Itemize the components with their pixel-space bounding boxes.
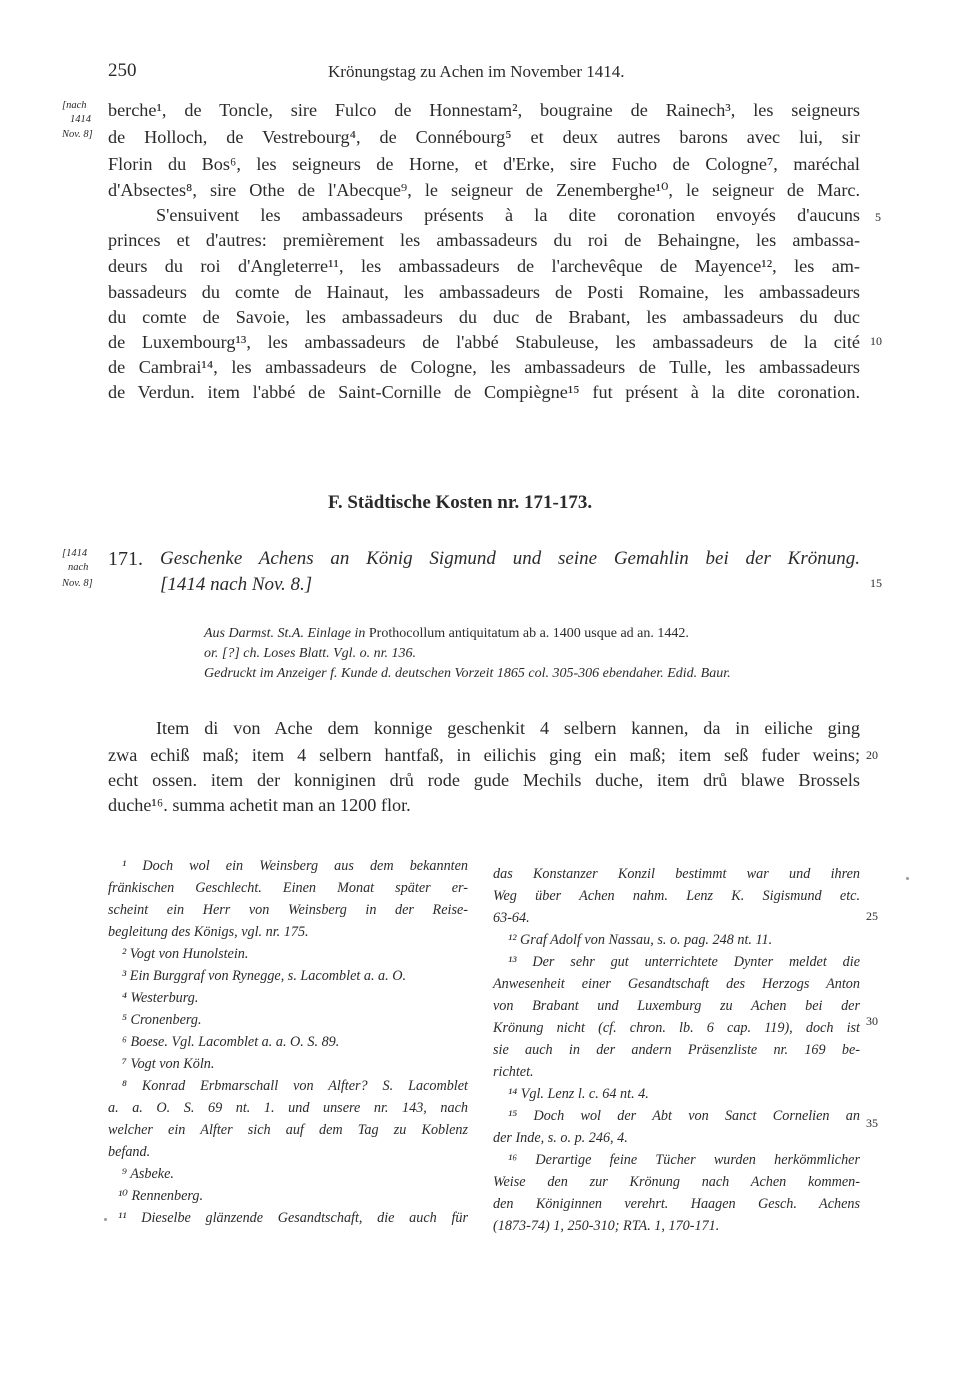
line-number: 30 [866, 1014, 878, 1028]
footnote-line: ¹⁰ Rennenberg. [118, 1188, 204, 1204]
text-line: echt ossen. item der konniginen drů rode gude Mechils duche, item drů blawe Brossels [108, 770, 860, 790]
footnote-line: 63-64. [493, 910, 530, 926]
footnote-line: Weise den zur Krönung nach Achen kommen- [493, 1174, 860, 1190]
footnote-line: Weg über Achen nahm. Lenz K. Sigismund etc. [493, 888, 860, 904]
footnote-line: ¹⁵ Doch wol der Abt von Sanct Cornelien an [508, 1108, 860, 1124]
footnote-line: ⁵ Cronenberg. [122, 1012, 202, 1028]
footnote-line: das Konstanzer Konzil bestimmt war und ihren [493, 866, 860, 882]
footnote-line: ¹ Doch wol ein Weinsberg aus dem bekannten [122, 858, 468, 874]
footnote-line: ⁹ Asbeke. [122, 1166, 174, 1182]
footnote-line: ¹³ Der sehr gut unterrichtete Dynter meldet die [508, 954, 860, 970]
text-line: de Luxembourg¹³, les ambassadeurs de l'abbé Stabuleuse, les ambassadeurs de la cité [108, 332, 860, 352]
running-title: Krönungstag zu Achen im November 1414. [328, 62, 625, 81]
text-line: princes et d'autres: premièrement les ambassadeurs du roi de Behaingne, les ambassa- [108, 230, 860, 250]
source-line-1: Aus Darmst. St.A. Einlage in Prothocollum antiquitatum ab a. 1400 usque ad an. 1442. [204, 626, 689, 641]
footnote-line: begleitung des Königs, vgl. nr. 175. [108, 924, 309, 940]
footnote-line: ¹² Graf Adolf von Nassau, s. o. pag. 248 nt. 11. [508, 932, 773, 948]
margin-note-top-2: 1414 [70, 114, 91, 125]
text-line: deurs du roi d'Angleterre¹¹, les ambassadeurs de l'archevêque de Mayence¹², les am- [108, 256, 860, 276]
document-number: 171. [108, 548, 143, 570]
footnote-line: ¹⁶ Derartige feine Tücher wurden herkömmlicher [508, 1152, 860, 1168]
footnote-line: fränkischen Geschlecht. Einen Monat später er- [108, 880, 468, 896]
text-line: bassadeurs du comte de Hainaut, les ambassadeurs de Posti Romaine, les ambassadeurs [108, 282, 860, 302]
text-line: S'ensuivent les ambassadeurs présents à la dite coronation envoyés d'aucuns [156, 205, 860, 225]
footnote-line: der Inde, s. o. p. 246, 4. [493, 1130, 628, 1146]
footnote-line: richtet. [493, 1064, 534, 1080]
section-heading: F. Städtische Kosten nr. 171-173. [328, 492, 593, 513]
margin-note-top-1: [nach [62, 100, 87, 111]
page-number: 250 [108, 60, 137, 81]
footnote-line: a. a. O. S. 69 nt. 1. und unsere nr. 143, nach [108, 1100, 468, 1116]
footnote-line: von Brabant und Luxemburg zu Achen bei der [493, 998, 860, 1014]
footnote-line: (1873-74) 1, 250-310; RTA. 1, 170-171. [493, 1218, 720, 1234]
margin-note-171-3: Nov. 8] [62, 578, 93, 589]
margin-note-171-1: [1414 [62, 548, 88, 559]
footnote-line: Krönung nicht (cf. chron. lb. 6 cap. 119), doch ist [493, 1020, 860, 1036]
footnote-line: ⁶ Boese. Vgl. Lacomblet a. a. O. S. 89. [122, 1034, 340, 1050]
footnote-line: befand. [108, 1144, 151, 1160]
footnote-line: scheint ein Herr von Weinsberg in der Reise- [108, 902, 468, 918]
scan-speck [906, 877, 909, 880]
footnote-line: ¹⁴ Vgl. Lenz l. c. 64 nt. 4. [508, 1086, 649, 1102]
source-line-2: or. [?] ch. Loses Blatt. Vgl. o. nr. 136. [204, 646, 416, 661]
text-line: Florin du Bos⁶, les seigneurs de Horne, et d'Erke, sire Fucho de Cologne⁷, maréchal [108, 154, 860, 174]
text-line: du comte de Savoie, les ambassadeurs du duc de Brabant, les ambassadeurs du duc [108, 307, 860, 327]
footnote-line: ⁷ Vogt von Köln. [122, 1056, 215, 1072]
footnote-line: ³ Ein Burggraf von Rynegge, s. Lacomblet a. a. O. [122, 968, 407, 984]
footnote-line: den Königinnen verehrt. Haagen Gesch. Achens [493, 1196, 860, 1212]
text-line: duche¹⁶. summa achetit man an 1200 flor. [108, 795, 411, 815]
line-number: 15 [870, 576, 882, 590]
footnote-line: ⁴ Westerburg. [122, 990, 199, 1006]
margin-note-171-2: nach [68, 562, 89, 573]
line-number: 5 [875, 210, 881, 224]
footnote-line: welcher ein Alfter sich auf dem Tag zu Koblenz [108, 1122, 468, 1138]
line-number: 10 [870, 334, 882, 348]
line-number: 25 [866, 909, 878, 923]
text-line: berche¹, de Toncle, sire Fulco de Honnestam², bougraine de Rainech³, les seigneurs [108, 100, 860, 120]
document-title: Geschenke Achens an König Sigmund und seine Gemahlin bei der Krönung. [160, 548, 860, 569]
footnote-line: Anwesenheit einer Gesandtschaft des Herzogs Anton [493, 976, 860, 992]
margin-note-top-3: Nov. 8] [62, 129, 93, 140]
line-number: 20 [866, 748, 878, 762]
source-line-3: Gedruckt im Anzeiger f. Kunde d. deutschen Vorzeit 1865 col. 305-306 ebendaher. Edid. Baur. [204, 666, 731, 681]
text-line: zwa echiß maß; item 4 selbern hantfaß, in eilichis ging ein maß; item seß fuder weins; [108, 745, 860, 765]
document-date: [1414 nach Nov. 8.] [160, 574, 313, 595]
text-line: de Verdun. item l'abbé de Saint-Cornille de Compiègne¹⁵ fut présent à la dite coronation. [108, 382, 860, 402]
footnote-line: sie auch in der andern Präsenzliste nr. 169 be- [493, 1042, 860, 1058]
footnote-line: ² Vogt von Hunolstein. [122, 946, 249, 962]
footnote-line: ¹¹ Dieselbe glänzende Gesandtschaft, die auch für [118, 1210, 468, 1226]
text-line: d'Absectes⁸, sire Othe de l'Abecque⁹, le seigneur de Zenemberghe¹⁰, le seigneur de Marc. [108, 180, 860, 200]
text-line: de Holloch, de Vestrebourg⁴, de Connébourg⁵ et deux autres barons avec lui, sir [108, 127, 860, 147]
text-line: Item di von Ache dem konnige geschenkit 4 selbern kannen, da in eiliche ging [156, 718, 860, 738]
scan-speck [104, 1218, 107, 1221]
line-number: 35 [866, 1116, 878, 1130]
text-line: de Cambrai¹⁴, les ambassadeurs de Cologne, les ambassadeurs de Tulle, les ambassadeurs [108, 357, 860, 377]
footnote-line: ⁸ Konrad Erbmarschall von Alfter? S. Lacomblet [122, 1078, 468, 1094]
